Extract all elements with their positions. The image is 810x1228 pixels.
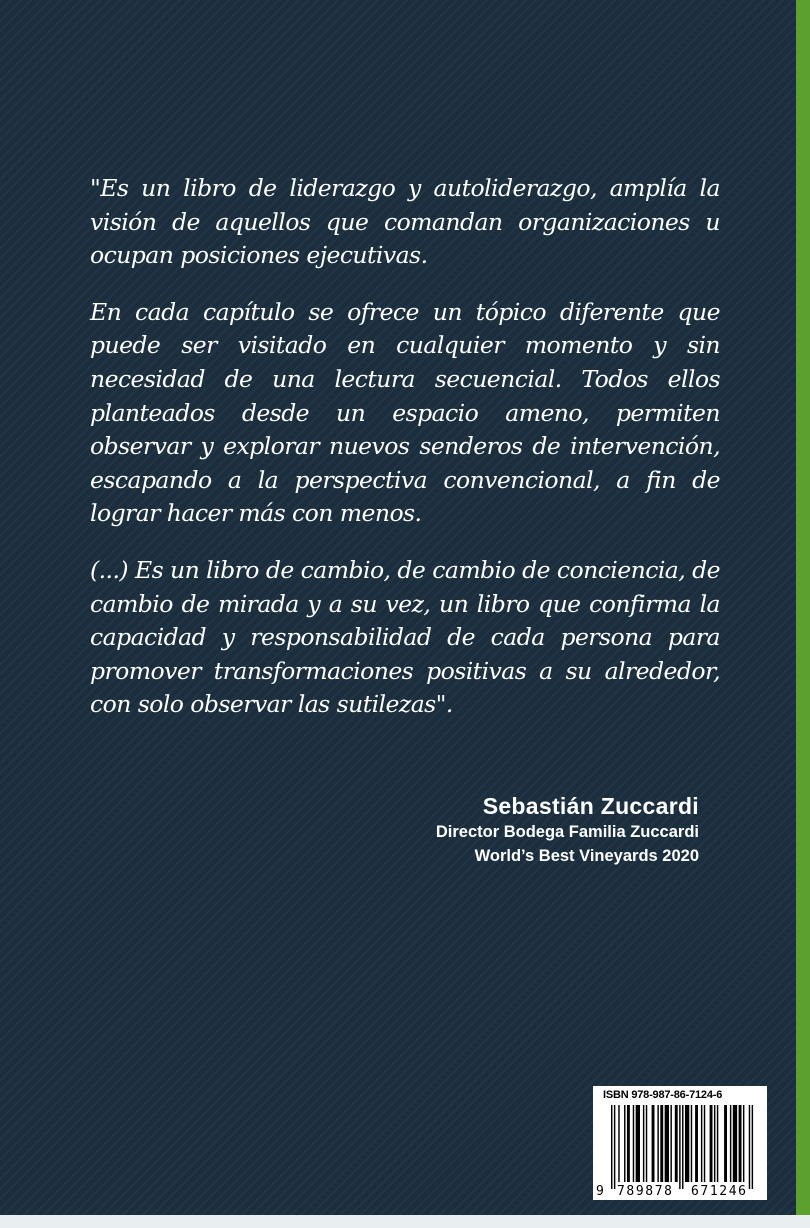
quote-paragraph-3: (...) Es un libro de cambio, de cambio de conciencia, de cambio de mirada y a su vez, un libro que confirma la capacidad y responsabilidad de cada persona para promover transformaciones positivas a su alrededor, con solo observar las sutilezas". xyxy=(90,555,720,719)
barcode-guard-bar xyxy=(679,1105,680,1189)
barcode-bar xyxy=(646,1105,647,1182)
barcode-bar xyxy=(695,1105,698,1182)
author-name: Sebastián Zuccardi xyxy=(482,793,699,819)
barcode-bar xyxy=(652,1105,655,1182)
barcode-bar xyxy=(627,1105,630,1182)
barcode-bar xyxy=(657,1105,658,1182)
spine-strip xyxy=(796,0,810,1215)
quote-paragraph-1: "Es un libro de liderazgo y autoliderazgo, amplía la visión de aquellos que comandan organizaciones u ocupan posiciones ejecutivas. xyxy=(90,174,720,270)
bottom-band xyxy=(0,1215,810,1228)
barcode-bar xyxy=(670,1105,671,1182)
author-title: Director Bodega Familia Zuccardi xyxy=(435,823,699,841)
barcode-guard-bar xyxy=(611,1105,612,1189)
barcode-bar xyxy=(717,1105,718,1182)
barcode-bar xyxy=(704,1105,705,1182)
barcode-bar xyxy=(710,1105,713,1182)
barcode-bar xyxy=(618,1105,619,1182)
barcode-bar xyxy=(691,1105,692,1182)
barcode-bar xyxy=(643,1105,644,1182)
barcode-bar xyxy=(733,1105,737,1182)
quote-paragraph-2: En cada capítulo se ofrece un tópico diferente que puede ser visitado en cualquier momento y sin necesidad de una lectura secuencial. Todos ellos planteados desde un espacio ameno, permiten observar y explorar nuevos senderos de intervención, escapando a la perspectiva convencional, a fin de lograr hacer más con menos. xyxy=(90,297,720,528)
barcode-guard-bar xyxy=(749,1105,750,1189)
endorsement-quote xyxy=(90,172,720,745)
barcode-right-digits: 671246 xyxy=(691,1184,748,1199)
barcode-bar xyxy=(665,1105,669,1182)
barcode-guard-bar xyxy=(752,1105,753,1189)
barcode-guard-bar xyxy=(682,1105,683,1189)
barcode-bar xyxy=(660,1105,663,1182)
barcode-bar xyxy=(739,1105,742,1182)
barcode-bar xyxy=(730,1105,731,1182)
barcode-bar xyxy=(624,1105,625,1182)
barcode-bar xyxy=(685,1105,689,1182)
barcode-bars xyxy=(593,1086,767,1200)
barcode-bar xyxy=(714,1105,715,1182)
barcode-lead-digit: 9 xyxy=(596,1184,606,1199)
barcode-bar xyxy=(743,1105,744,1182)
barcode-guard-bar xyxy=(614,1105,615,1189)
barcode-bar xyxy=(636,1105,640,1182)
quote-attribution xyxy=(436,791,699,868)
barcode-bar xyxy=(633,1105,634,1182)
barcode-bar xyxy=(724,1105,727,1182)
barcode-left-digits: 789878 xyxy=(617,1184,674,1199)
isbn-label: ISBN 978-987-86-7124-6 xyxy=(603,1089,723,1101)
isbn-barcode xyxy=(593,1086,767,1200)
barcode-bar xyxy=(675,1105,678,1182)
author-credential: World’s Best Vineyards 2020 xyxy=(474,846,699,865)
barcode-bar xyxy=(701,1105,702,1182)
